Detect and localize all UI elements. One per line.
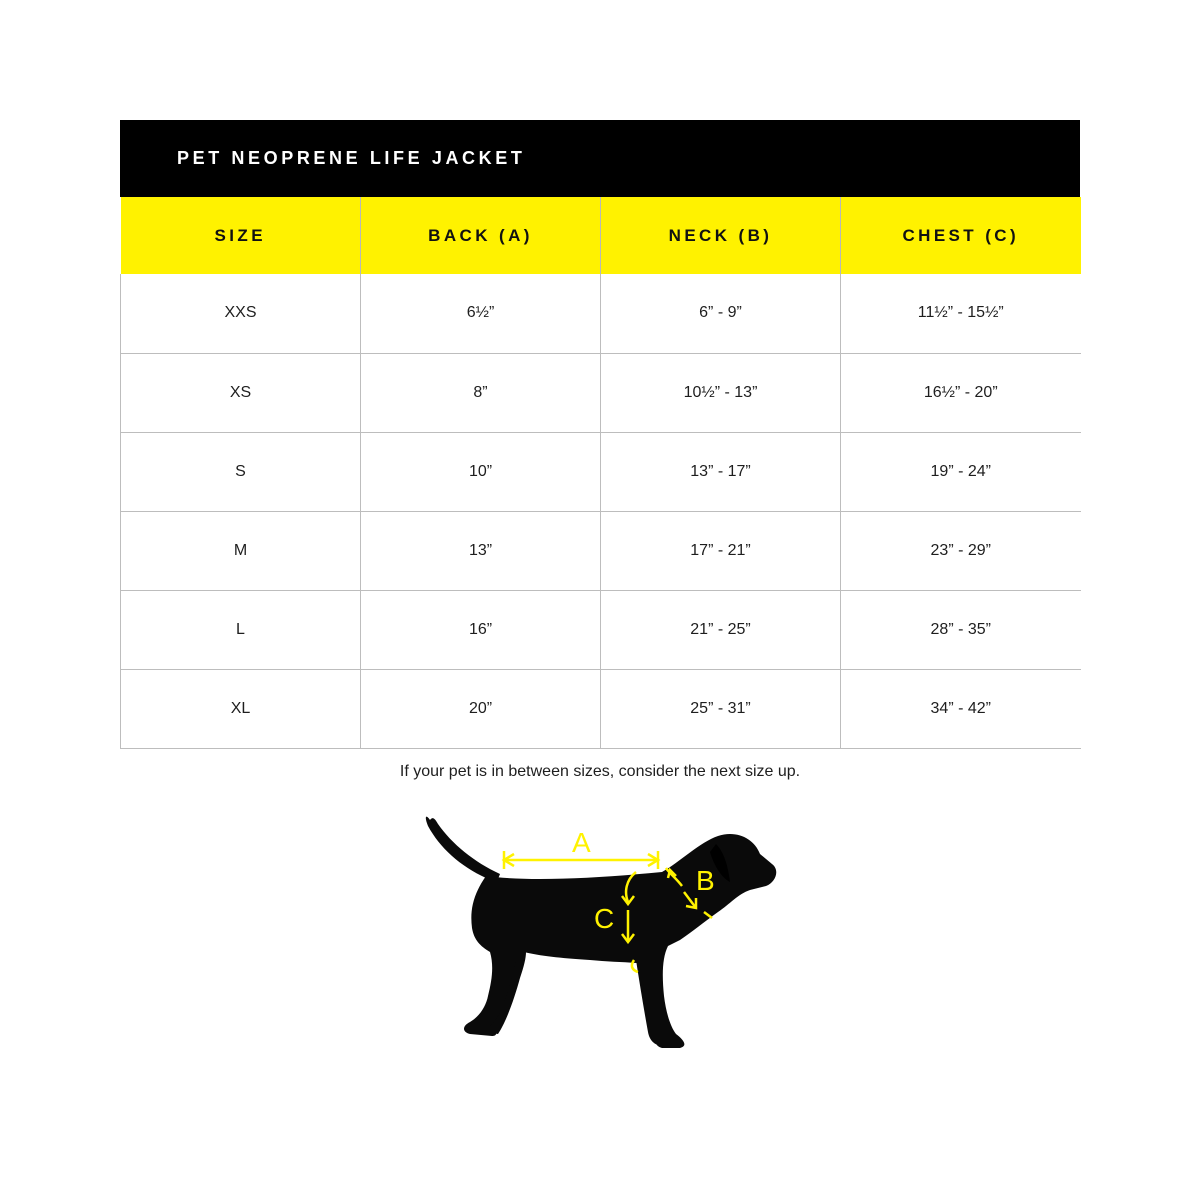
header-neck: NECK (B) <box>601 197 841 274</box>
table-row <box>121 353 1081 432</box>
neck-cell: 6” - 9” <box>601 274 841 353</box>
size-cell: L <box>121 590 361 669</box>
size-cell: XXS <box>121 274 361 353</box>
neck-cell: 10½” - 13” <box>601 353 841 432</box>
chest-cell: 16½” - 20” <box>841 353 1081 432</box>
back-cell: 8” <box>361 353 601 432</box>
header-size: SIZE <box>121 197 361 274</box>
back-cell: 10” <box>361 432 601 511</box>
neck-cell: 17” - 21” <box>601 511 841 590</box>
table-row <box>121 274 1081 353</box>
size-cell: XS <box>121 353 361 432</box>
back-cell: 16” <box>361 590 601 669</box>
chest-cell: 23” - 29” <box>841 511 1081 590</box>
size-cell: M <box>121 511 361 590</box>
sizing-note: If your pet is in between sizes, consider the next size up. <box>399 763 801 780</box>
table-row <box>121 432 1081 511</box>
table-row <box>121 511 1081 590</box>
size-chart <box>120 120 1080 749</box>
size-table <box>120 197 1081 749</box>
dog-measurement-diagram <box>400 800 800 1060</box>
size-cell: S <box>121 432 361 511</box>
size-cell: XL <box>121 669 361 748</box>
back-cell: 13” <box>361 511 601 590</box>
chest-cell: 19” - 24” <box>841 432 1081 511</box>
neck-cell: 25” - 31” <box>601 669 841 748</box>
back-cell: 20” <box>361 669 601 748</box>
label-b: B <box>696 865 715 896</box>
label-c: C <box>594 903 615 934</box>
back-cell: 6½” <box>361 274 601 353</box>
table-row <box>121 590 1081 669</box>
table-row <box>121 669 1081 748</box>
chest-cell: 34” - 42” <box>841 669 1081 748</box>
chest-cell: 28” - 35” <box>841 590 1081 669</box>
label-a: A <box>572 827 591 858</box>
header-chest: CHEST (C) <box>841 197 1081 274</box>
chart-title: PET NEOPRENE LIFE JACKET <box>120 120 1080 197</box>
chest-cell: 11½” - 15½” <box>841 274 1081 353</box>
header-back: BACK (A) <box>361 197 601 274</box>
neck-cell: 21” - 25” <box>601 590 841 669</box>
neck-cell: 13” - 17” <box>601 432 841 511</box>
header-row <box>121 197 1081 274</box>
